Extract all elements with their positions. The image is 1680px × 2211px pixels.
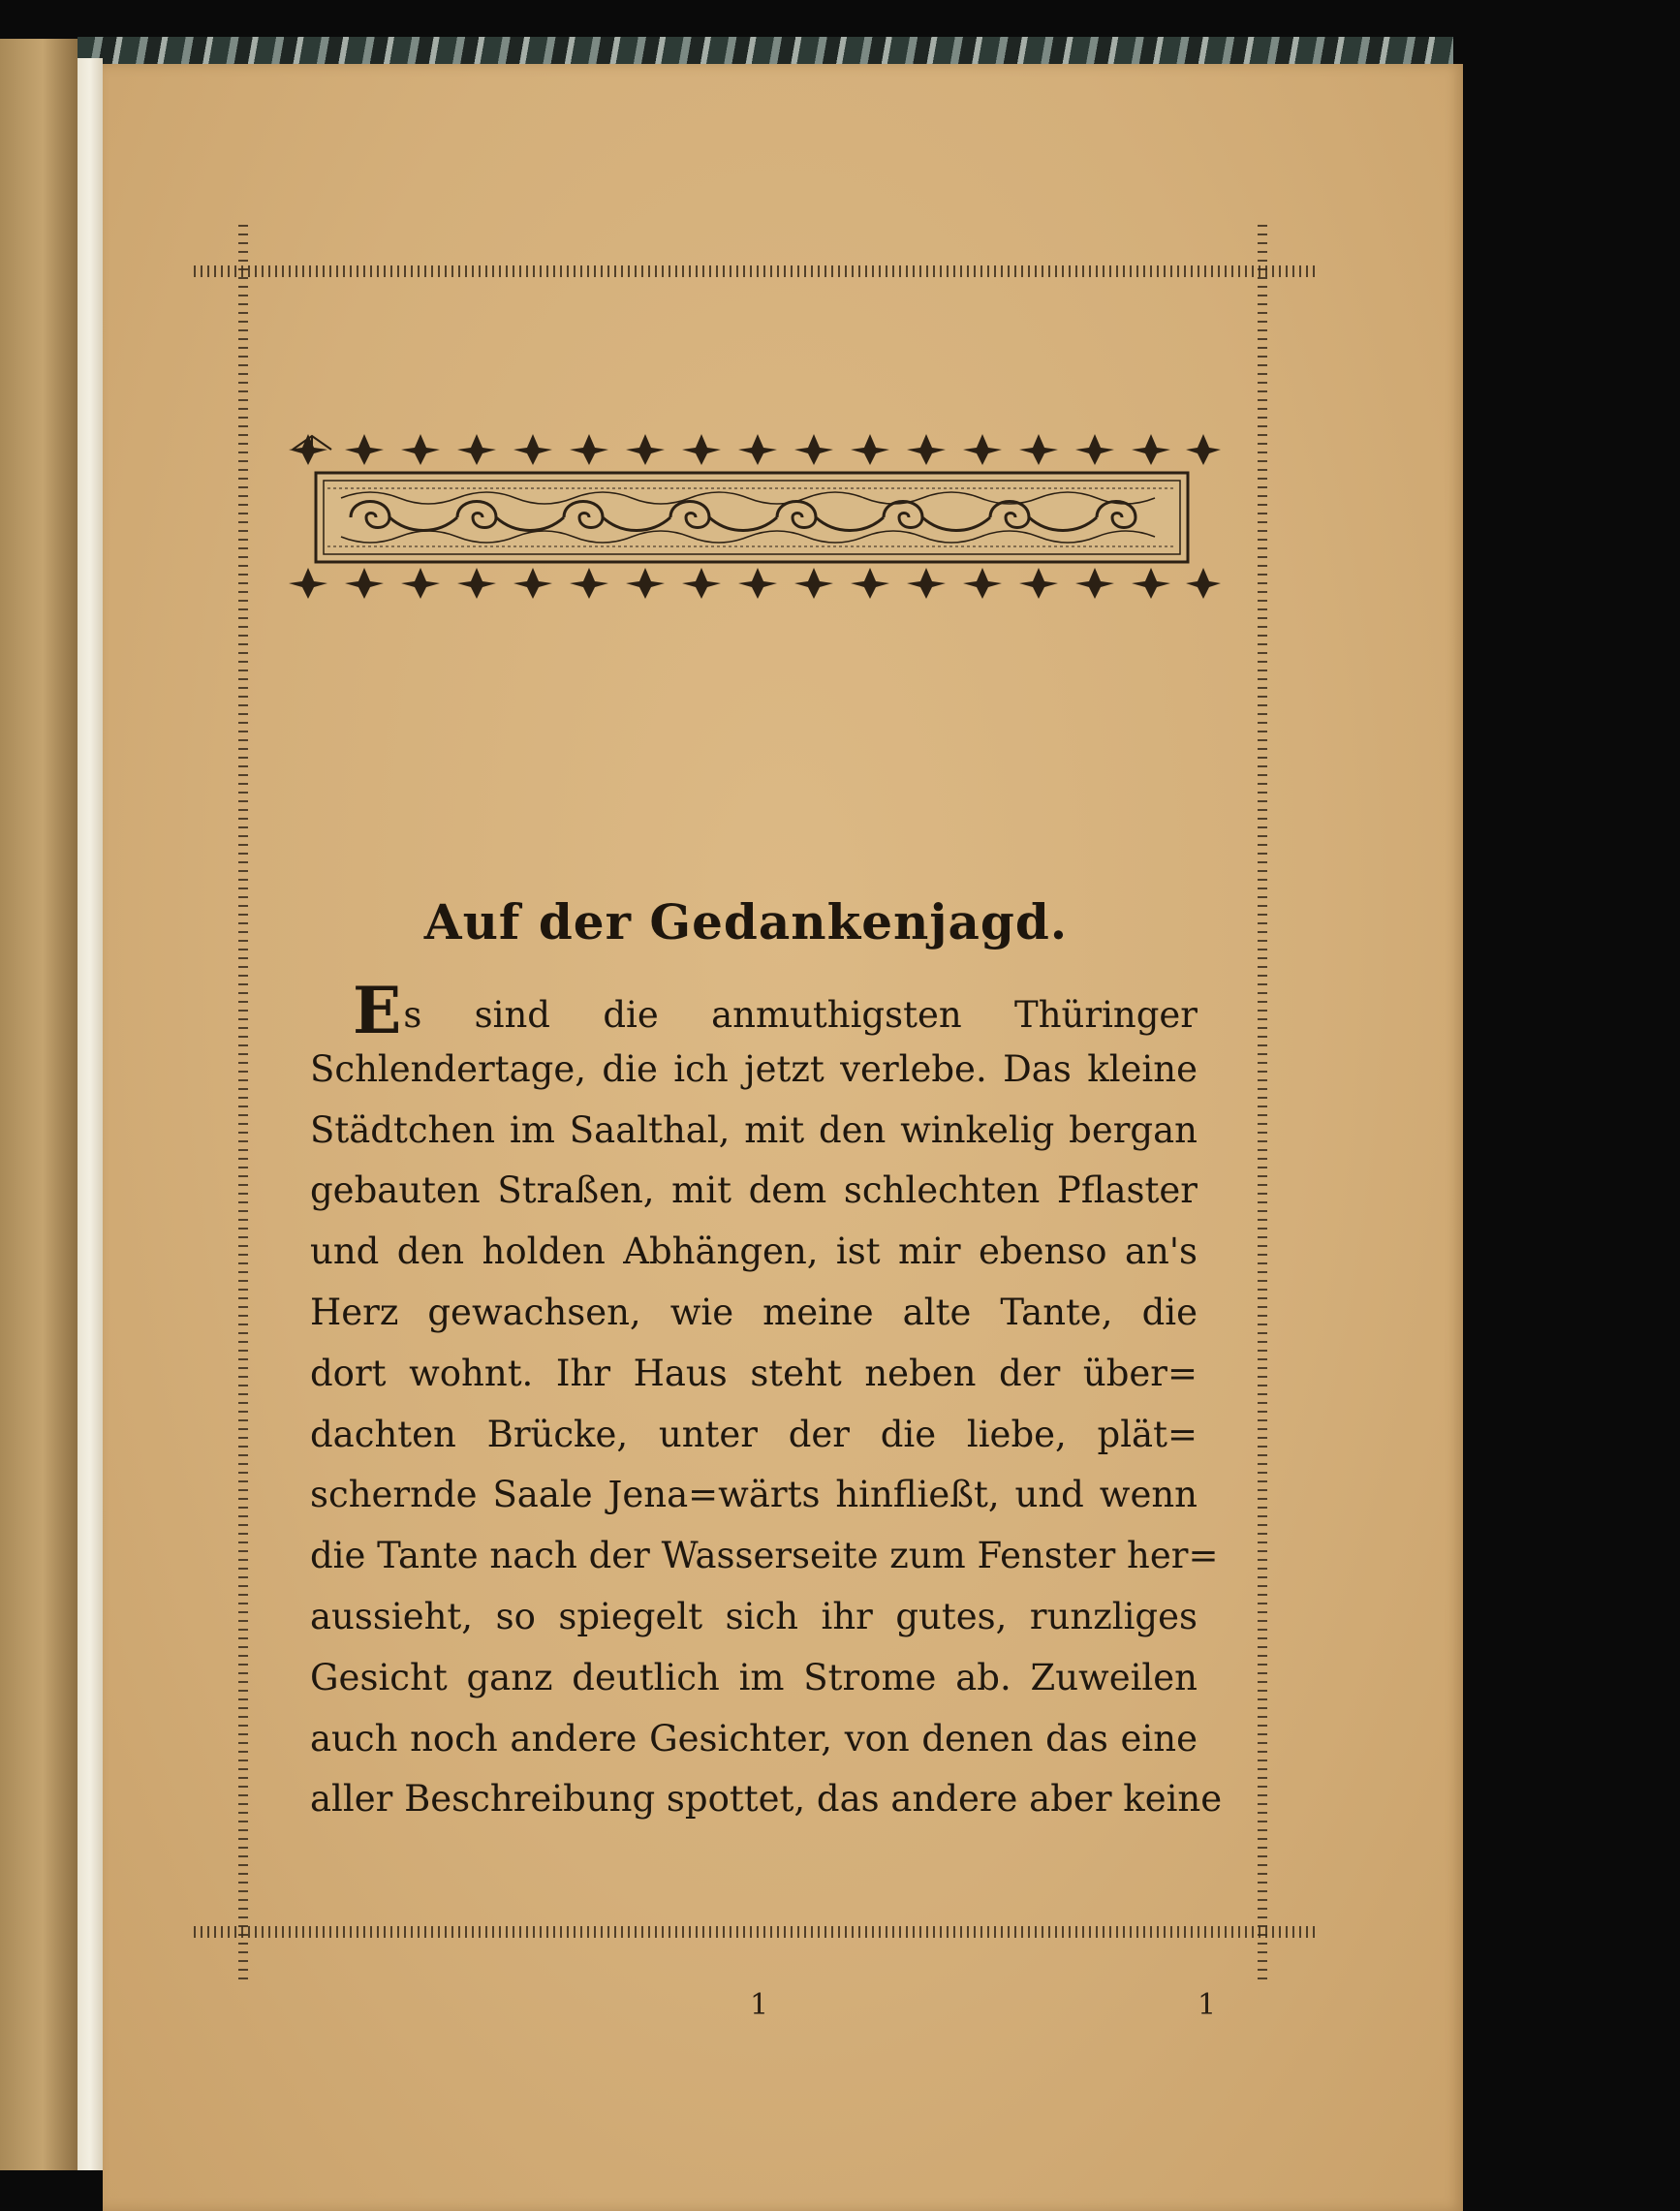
drop-cap: E <box>353 973 402 1048</box>
text-line: Gesicht ganz deutlich im Strome ab. Zuweilen <box>310 1656 1198 1698</box>
text-line: die Tante nach der Wasserseite zum Fenster her= <box>310 1535 1219 1577</box>
body-text <box>310 973 1223 1830</box>
chapter-title: Auf der Gedankenjagd. <box>423 893 1069 950</box>
text-line: Städtchen im Saalthal, mit den winkelig bergan <box>310 1108 1198 1151</box>
text-line <box>310 973 1198 1048</box>
frame-rule-left <box>238 225 248 1984</box>
header-ornament <box>283 430 1223 601</box>
text-line: aussieht, so spiegelt sich ihr gutes, runzliges <box>310 1595 1198 1637</box>
text-line: Herz gewachsen, wie meine alte Tante, die <box>310 1291 1198 1333</box>
text-line: auch noch andere Gesichter, von denen das eine <box>310 1717 1198 1759</box>
text-line: gebauten Straßen, mit dem schlechten Pflaster <box>310 1169 1198 1212</box>
frame-rule-top <box>194 265 1316 277</box>
text-line: dort wohnt. Ihr Haus steht neben der über= <box>310 1352 1198 1394</box>
text-line: und den holden Abhängen, ist mir ebenso an's <box>310 1230 1198 1273</box>
adjacent-page-edge <box>0 39 78 2170</box>
text-line: Schlendertage, die ich jetzt verlebe. Das kleine <box>310 1047 1198 1090</box>
frame-rule-bottom <box>194 1926 1316 1938</box>
text-line: aller Beschreibung spottet, das andere aber keine <box>310 1778 1223 1821</box>
frame-rule-right <box>1258 225 1267 1984</box>
signature-mark: 1 <box>750 1988 769 2022</box>
text-line: dachten Brücke, unter der die liebe, plät= <box>310 1413 1198 1455</box>
page-mark: 1 <box>1198 1988 1217 2022</box>
first-line-text: s sind die anmuthigsten Thüringer <box>403 994 1198 1036</box>
text-line: schernde Saale Jena=wärts hinfließt, und wenn <box>310 1474 1198 1516</box>
book-gutter <box>78 58 103 2170</box>
